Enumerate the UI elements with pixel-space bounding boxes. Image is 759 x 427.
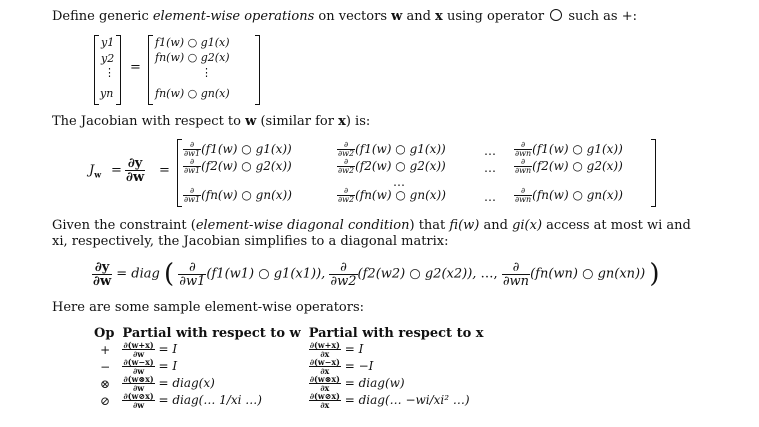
header-op: Op <box>94 325 115 341</box>
intro-emph: element-wise operations <box>152 9 315 24</box>
left-vector-rbracket <box>116 35 121 105</box>
diag-lhs-frac: $\frac{\partial y}{\partial w}$ <box>93 259 112 289</box>
vec-y2: y2 <box>101 52 115 65</box>
op-minus: − <box>100 359 111 374</box>
jac-intro-w: w <box>245 114 257 129</box>
vec-row-n: fn(w) ○ gn(x) <box>155 87 230 100</box>
vec-row-1: f1(w) ○ g1(x) <box>155 36 230 49</box>
jacobian-row-n-col-n: $\frac{\partial}{\partial wn}$ (fn(w) ○ gn(x)) <box>515 186 623 204</box>
table-row <box>94 392 492 409</box>
constraint-line-2: xi, respectively, the Jacobian simplifies to a diagonal matrix: <box>52 234 449 249</box>
intro-line <box>52 9 637 25</box>
jacobian-row-n-dots: … <box>484 190 496 204</box>
jacobian-row-2-dots: … <box>484 161 496 175</box>
right-vector-rbracket <box>255 35 260 105</box>
jac-intro-mid: (similar for <box>256 114 339 129</box>
intro-mid1: on vectors <box>314 9 392 24</box>
jacobian-row-2: $\frac{\partial}{\partial w1}$ (f2(w) ○ g2(x)) <box>184 157 292 175</box>
table-row <box>94 341 492 358</box>
table-header-row <box>94 325 492 341</box>
vector-equals: = <box>130 60 141 75</box>
intro-prefix: Define generic <box>52 9 153 24</box>
vec-row-2: fn(w) ○ g2(x) <box>155 51 230 64</box>
jacobian-row-2-col-2: $\frac{\partial}{\partial w2}$ (f2(w) ○ g2(x)) <box>338 157 446 175</box>
jacobian-row-1-dots: … <box>484 144 496 158</box>
op-otimes: ⊗ <box>100 376 111 391</box>
intro-w: w <box>391 9 403 24</box>
jacobian-frac: $\frac{\partial y}{\partial w}$ <box>126 156 145 185</box>
diag-equation: $\frac{\partial y}{\partial w}$ = diag ( $\frac{\partial}{\partial w1}$ (f1(w1) ○ g1(x1)), $\frac{\partial}{\partial w2}$ (f2(w2) ○ g2(x2)), …, $\frac{\partial}{\partial wn}$ (fn(wn) ○ gn(xn)) ) <box>93 259 660 289</box>
jacobian-lhs: $J_w$ <box>89 163 102 180</box>
constraint-line-1: Given the constraint (element-wise diagonal condition) that fi(w) and gi(x) access at most wi and <box>52 218 691 233</box>
partial-x-cell: $\frac{\partial(w\otimes x)}{\partial x}$ = diag(w) <box>309 374 405 393</box>
left-vector-lbracket <box>94 35 99 105</box>
vec-yn: yn <box>100 87 114 100</box>
op-plus: + <box>100 342 111 357</box>
jac-intro-suffix: ) is: <box>345 114 371 129</box>
sample-intro: Here are some sample element-wise operators: <box>52 300 365 315</box>
partial-w-cell: $\frac{\partial(w-x)}{\partial w}$ = I <box>123 357 178 376</box>
partial-w-cell: $\frac{\partial(w⊘x)}{\partial w}$ = diag(… 1/xi …) <box>123 391 262 410</box>
right-vector-lbracket <box>148 35 153 105</box>
vec-vdots: ⋮ <box>104 66 115 79</box>
partial-w-cell: $\frac{\partial(w\otimes x)}{\partial w}$ = diag(x) <box>123 374 215 393</box>
jacobian-lbracket <box>177 139 182 207</box>
jacobian-row-dots: … <box>393 175 405 189</box>
intro-x: x <box>435 9 443 24</box>
jacobian-row-1-col-n: $\frac{\partial}{\partial wn}$ (f1(w) ○ g1(x)) <box>515 140 623 158</box>
jacobian-row-n-col-2: $\frac{\partial}{\partial w2}$ (fn(w) ○ gn(x)) <box>338 186 446 204</box>
partial-x-cell: $\frac{\partial(w⊘x)}{\partial x}$ = diag(… −wi/xi² …) <box>309 391 470 410</box>
operator-table <box>94 325 492 409</box>
partial-x-cell: $\frac{\partial(w+x)}{\partial x}$ = I <box>309 340 364 359</box>
op-oslash: ⊘ <box>100 393 111 408</box>
jac-intro-prefix: The Jacobian with respect to <box>52 114 246 129</box>
table-row <box>94 358 492 375</box>
intro-suffix: such as +: <box>564 9 637 24</box>
partial-w-cell: $\frac{\partial(w+x)}{\partial w}$ = I <box>123 340 178 359</box>
intro-and: and <box>402 9 436 24</box>
table-row <box>94 375 492 392</box>
jacobian-rbracket <box>651 139 656 207</box>
vec-y1: y1 <box>101 36 115 49</box>
vec-row-vdots: ⋮ <box>201 66 212 79</box>
partial-x-cell: $\frac{\partial(w-x)}{\partial x}$ = −I <box>309 357 374 376</box>
diag-word: = diag <box>116 266 160 282</box>
jacobian-row-2-col-n: $\frac{\partial}{\partial wn}$ (f2(w) ○ g2(x)) <box>515 157 623 175</box>
jacobian-eq1: = <box>111 163 122 178</box>
header-partial-x: Partial with respect to x <box>308 325 484 341</box>
intro-mid2: using operator <box>442 9 549 24</box>
jac-intro-x: x <box>338 114 346 129</box>
header-partial-w: Partial with respect to w <box>122 325 301 341</box>
jacobian-row-1-col-2: $\frac{\partial}{\partial w2}$ (f1(w) ○ g1(x)) <box>338 140 446 158</box>
jacobian-row-1: $\frac{\partial}{\partial w1}$ (f1(w) ○ g1(x)) <box>184 140 292 158</box>
jacobian-eq2: = <box>159 163 170 178</box>
jacobian-intro <box>52 114 370 130</box>
jacobian-row-n: $\frac{\partial}{\partial w1}$ (fn(w) ○ gn(x)) <box>184 186 292 204</box>
circle-operator-icon <box>550 9 562 21</box>
